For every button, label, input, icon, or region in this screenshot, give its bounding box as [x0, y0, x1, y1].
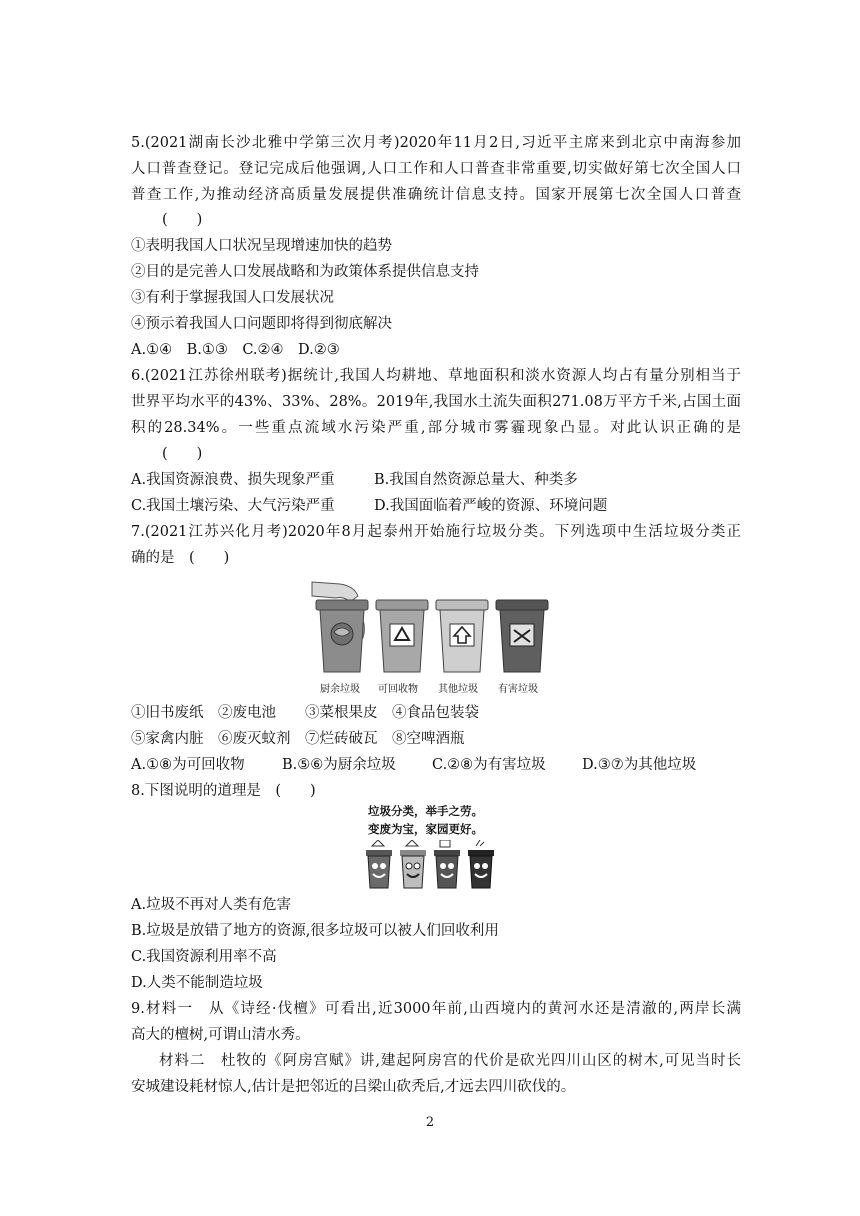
q7-stem-line-1: 7.(2021江苏兴化月考)2020年8月起泰州开始施行垃圾分类。下列选项中生活垃圾分类正: [131, 524, 741, 540]
smiling-bin-4: [468, 840, 494, 888]
q7-items-line-2: ⑤家禽内脏 ⑥废灭蚊剂 ⑦烂砖破瓦 ⑧空啤酒瓶: [131, 731, 465, 747]
q5-answer-paren: ( ): [162, 212, 203, 228]
q9-material-2-line-2: 安城建设耗材惊人,估计是把邻近的吕梁山砍秃后,才远去四川砍伐的。: [131, 1079, 576, 1095]
smiling-bin-2: [400, 840, 426, 888]
bin-label-recyclable: 可回收物: [378, 684, 418, 695]
q5-stem-line-1: 5.(2021湖南长沙北雅中学第三次月考)2020年11月2日,习近平主席来到北京中南海参加: [131, 135, 741, 151]
q6-option-b: B.我国自然资源总量大、种类多: [374, 472, 578, 488]
q5-options: A.①④ B.①③ C.②④ D.②③: [131, 342, 340, 358]
q5-stem-line-2: 人口普查登记。登记完成后他强调,人口工作和人口普查非常重要,切实做好第七次全国人口: [131, 161, 741, 177]
battery-icon: [440, 840, 450, 847]
leaf-icon: [476, 840, 484, 846]
q6-option-a: A.我国资源浪费、损失现象严重: [131, 472, 335, 488]
q7-items-line-1: ①旧书废纸 ②废电池 ③菜根果皮 ④食品包装袋: [131, 705, 479, 721]
poster-slogan-2: 变废为宝，家园更好。: [368, 822, 483, 836]
bin-label-other: 其他垃圾: [438, 684, 478, 695]
q6-stem-line-1: 6.(2021江苏徐州联考)据统计,我国人均耕地、草地面积和淡水资源人均占有量分别相当于: [131, 368, 741, 384]
q5-stem-line-3: 普查工作,为推动经济高质量发展提供准确统计信息支持。国家开展第七次全国人口普查: [131, 187, 741, 203]
q7-option-a: A.①⑧为可回收物: [131, 757, 245, 773]
q8-option-b: B.垃圾是放错了地方的资源,很多垃圾可以被人们回收利用: [131, 923, 499, 939]
q6-answer-paren: ( ): [162, 446, 203, 462]
q7-option-c: C.②⑧为有害垃圾: [432, 757, 546, 773]
q5-statement-3: ③有利于掌握我国人口发展状况: [131, 290, 334, 306]
q7-option-d: D.③⑦为其他垃圾: [582, 757, 697, 773]
up-arrow-icon: [406, 840, 418, 846]
recycle-icon: [372, 840, 384, 846]
q6-option-d: D.我国面临着严峻的资源、环境问题: [374, 498, 608, 514]
q9-material-1-line-1: 9.材料一 从《诗经·伐檀》可看出,近3000年前,山西境内的黄河水还是清澈的,两岸长满: [131, 1001, 741, 1017]
page-number: 2: [425, 1115, 435, 1130]
q5-statement-1: ①表明我国人口状况呈现增速加快的趋势: [131, 238, 392, 254]
q5-statement-2: ②目的是完善人口发展战略和为政策体系提供信息支持: [131, 264, 479, 280]
q6-stem-line-3: 积的28.34%。一些重点流域水污染严重,部分城市雾霾现象凸显。对此认识正确的是: [131, 420, 741, 436]
q7-option-b: B.⑤⑥为厨余垃圾: [282, 757, 396, 773]
poster-slogan-1: 垃圾分类，举手之劳。: [368, 804, 483, 818]
q9-material-2-line-1: 材料二 杜牧的《阿房宫赋》讲,建起阿房宫的代价是砍光四川山区的树木,可见当时长: [159, 1053, 741, 1069]
smiling-bin-1: [366, 840, 392, 888]
q5-statement-4: ④预示着我国人口问题即将得到彻底解决: [131, 316, 392, 332]
q6-option-c: C.我国土壤污染、大气污染严重: [131, 498, 335, 514]
q9-material-1-line-2: 高大的檀树,可谓山清水秀。: [131, 1027, 310, 1043]
hazardous-waste-bin: [496, 600, 548, 672]
smiling-bin-3: [434, 840, 460, 888]
smiling-bins-figure: [362, 840, 502, 890]
q6-stem-line-2: 世界平均水平的43%、33%、28%。2019年,我国水土流失面积271.08万平方千米,占国土面: [131, 394, 741, 410]
q8-option-c: C.我国资源利用率不高: [131, 949, 277, 965]
bin-label-kitchen: 厨余垃圾: [320, 684, 360, 695]
kitchen-waste-bin: [316, 600, 368, 672]
recyclable-bin: [376, 600, 428, 672]
q8-option-a: A.垃圾不再对人类有危害: [131, 897, 292, 913]
other-waste-bin: [436, 600, 488, 672]
garbage-bins-figure: [310, 574, 562, 702]
hand-icon: [312, 582, 358, 602]
bin-label-hazardous: 有害垃圾: [498, 684, 538, 695]
q8-option-d: D.人类不能制造垃圾: [131, 975, 263, 991]
q7-stem-line-2: 确的是 ( ): [131, 550, 230, 566]
q8-stem: 8.下图说明的道理是 ( ): [131, 783, 316, 799]
